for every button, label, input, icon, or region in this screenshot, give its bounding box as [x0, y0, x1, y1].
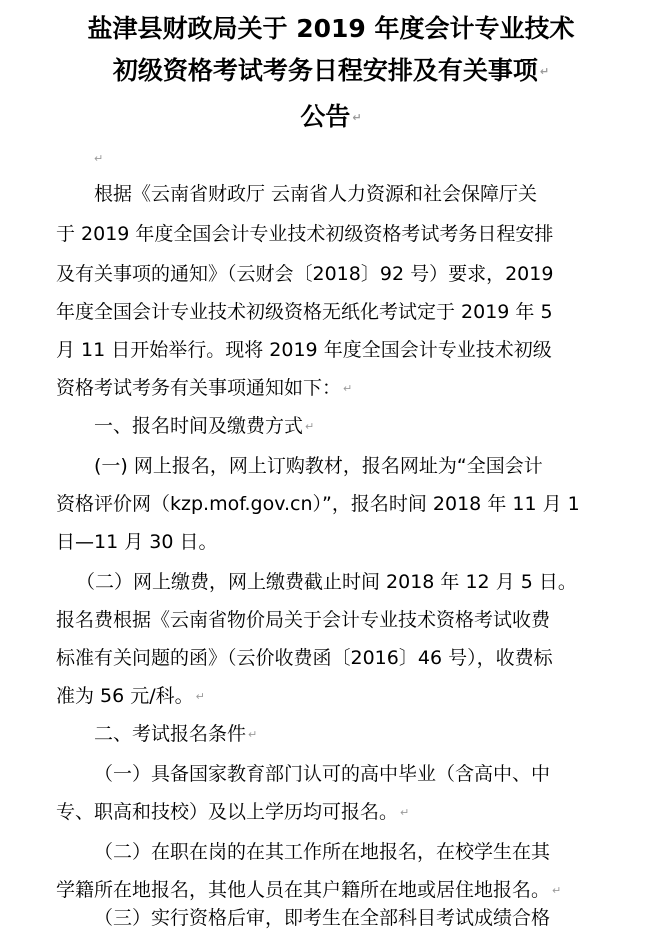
document-title-line-1: 盐津县财政局关于 2019 年度会计专业技术 [87, 14, 575, 43]
paragraph-mark-icon: ↵ [552, 883, 562, 897]
document-title-line-3: 公告 ↵ [300, 102, 362, 131]
body-line: （一）具备国家教育部门认可的高中毕业（含高中、中 [94, 763, 551, 785]
paragraph-mark-icon: ↵ [343, 381, 353, 395]
body-line: 及有关事项的通知》（云财会〔2018〕92 号）要求，2019 [56, 263, 554, 285]
section-heading: 一、报名时间及缴费方式 ↵ [94, 415, 315, 437]
body-line: 标准有关问题的函》（云价收费函〔2016〕46 号），收费标 [56, 647, 553, 669]
paragraph-mark-icon: ↵ [248, 727, 258, 741]
paragraph-mark-icon: ↵ [539, 65, 550, 78]
paragraph-mark-icon: ↵ [305, 419, 315, 433]
body-line: 于 2019 年度全国会计专业技术初级资格考试考务日程安排 [56, 223, 554, 245]
body-line: 资格考试考务有关事项通知如下： ↵ [56, 377, 353, 399]
body-line: 日—11 月 30 日。 [56, 531, 218, 553]
body-line: 年度全国会计专业技术初级资格无纸化考试定于 2019 年 5 [56, 301, 553, 323]
body-line: 专、职高和技校）及以上学历均可报名。 ↵ [56, 801, 410, 823]
body-line: （二）在职在岗的在其工作所在地报名，在校学生在其 [94, 841, 551, 863]
paragraph-mark-icon: ↵ [94, 152, 104, 165]
paragraph-mark-icon: ↵ [400, 805, 410, 819]
body-line: （三）实行资格后审，即考生在全部科目考试成绩合格 [94, 907, 551, 929]
body-line: 根据《云南省财政厅 云南省人力资源和社会保障厅关 [94, 183, 538, 205]
body-line: 报名费根据《云南省物价局关于会计专业技术资格考试收费 [56, 609, 551, 631]
body-line: 资格评价网（kzp.mof.gov.cn）”，报名时间 2018 年 11 月 1 [56, 493, 580, 515]
paragraph-mark-icon: ↵ [352, 111, 362, 124]
paragraph-mark-icon: ↵ [195, 689, 205, 703]
body-line: 学籍所在地报名，其他人员在其户籍所在地或居住地报名。 ↵ [56, 879, 562, 901]
body-line: 准为 56 元/科。 ↵ [56, 685, 205, 707]
document-title-line-2: 初级资格考试考务日程安排及有关事项 ↵ [112, 56, 550, 85]
body-line: （二）网上缴费，网上缴费截止时间 2018 年 12 月 5 日。 [76, 571, 577, 593]
body-line: (一) 网上报名，网上订购教材，报名网址为“全国会计 [94, 455, 543, 477]
body-line: 月 11 日开始举行。现将 2019 年度全国会计专业技术初级 [56, 339, 552, 361]
section-heading: 二、考试报名条件 ↵ [94, 723, 258, 745]
